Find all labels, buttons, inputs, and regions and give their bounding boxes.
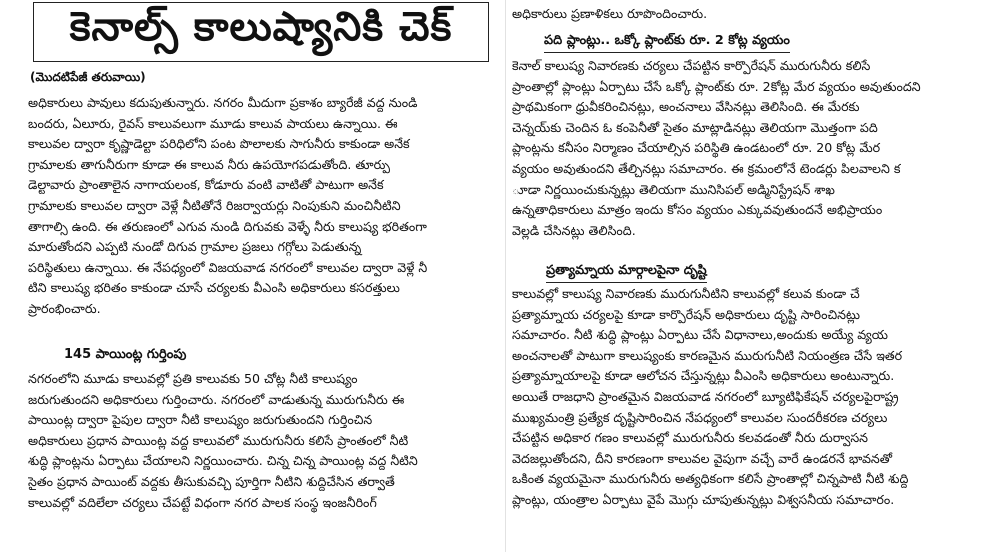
text-line: ప్రాంతాల్లో ప్లాంట్లు ఏర్పాటు చేసే ఒక్కో ప్లాంట్‌కు రూ. 2కోట్ల మేర వ్యయం అవుతుందని (512, 78, 921, 94)
text-line: బందరు, ఏలూరు, రైవస్ కాలువలుగా మూడు కాలువ పాయలు ఉన్నాయి. ఈ (28, 115, 398, 131)
text-line: మారుతోందని ఎప్పటి నుండో దిగువ గ్రామాల ప్రజలు గగ్గోలు పెడుతున్న (28, 239, 362, 255)
right-paragraph-2 (512, 284, 1002, 511)
text-line: ఉన్నతాధికారులు మాత్రం ఇందు కోసం వ్యయం ఎక్కువవుతుందనే అభిప్రాయం (512, 202, 883, 218)
text-line: ముఖ్యమంత్రి ప్రత్యేక దృష్టిసారించిన నేపధ్యంలో కాలువల సుందరీకరణ చర్యలు (512, 409, 888, 425)
headline: కెనాల్స్ కాలుష్యానికి చెక్ (33, 2, 489, 62)
text-line: వెల్లడి చేసినట్లు తెలిసింది. (512, 222, 636, 238)
continued-note: (మొదటిపేజీ తరువాయి) (30, 70, 146, 84)
text-line: సమాచారం. నీటి శుద్ధి ప్లాంట్లు ఏర్పాటు చేసే విధానాలు,అందుకు అయ్యే వ్యయ (512, 327, 888, 343)
text-line: వెదజల్లుతోందని, దీని కారణంగా కాలువల వైపుగా వచ్చే వారే ఉండరనే భావనతో (512, 450, 893, 466)
text-line: పాయింట్ల ద్వారా పైపుల ద్వారా నీటి కాలుష్యం జరుగుతుందని గుర్తించిన (28, 412, 373, 428)
text-line: జరుగుతుందని అధికారులు గుర్తించారు. నగరంలో వాడుతున్న మురుగునీరు ఈ (28, 391, 405, 407)
text-line: టిని కాలుష్య భరితం కాకుండా చూసే చర్యలకు వీఎంసి అధికారులు కసరత్తులు (28, 280, 400, 296)
text-line: కాలువల్లో వదిలేలా చర్యలు చేపట్టే విధంగా నగర పాలక సంస్థ ఇంజనీరింగ్ (28, 494, 377, 510)
text-line: కెనాల్ కాలుష్య నివారణకు చర్యలు చేపట్టిన కార్పొరేషన్ మురుగునీరు కలిసే (512, 58, 871, 73)
text-line: ప్రారంభించారు. (28, 300, 101, 316)
left-paragraph-2 (28, 369, 498, 513)
subheading-alternatives: ప్రత్యామ్నాయ మార్గాలపైనా దృష్టి (546, 263, 707, 283)
text-line: అధికారులు ప్రణాళికలు రూపొందించారు. (512, 6, 708, 21)
subheading-ten-plants: పది ప్లాంట్లు.. ఒక్కో ప్లాంట్‌కు రూ. 2 కోట్ల వ్యయం (544, 33, 790, 53)
text-line: గ్రామాలకు కాలువల ద్వారా వెళ్లే నీటితోనే రిజర్వాయర్లు నింపుకుని మంచినీటిని (28, 197, 401, 213)
text-line: డెల్టావారు ప్రాంతాలైన నాగాయలంక, కోడూరు వంటి వాటితో పాటుగా అనేక (28, 177, 384, 193)
text-line: శుద్ధి ప్లాంట్లను ఏర్పాటు చేయాలని నిర్ణయించారు. చిన్న చిన్న పాయింట్ల వద్ద నీటిని (28, 453, 418, 469)
text-line: అయితే రాజధాని ప్రాంతమైన విజయవాడ నగరంలో బ్యూటిఫికేషన్ చర్యలపైరాష్ట్ర (512, 388, 899, 404)
text-line: ూడా నిర్ణయించుకున్నట్లు తెలియగా మునిసిపల్ అడ్మినిస్ట్రేషన్ శాఖ (512, 181, 835, 197)
text-line: ప్లాంట్లు, యంత్రాల ఏర్పాటు వైపే మొగ్గు చూపుతున్నట్లు విశ్వసనీయ సమాచారం. (512, 491, 895, 507)
text-line: ప్రత్యామ్నాయాలపై కూడా ఆలోచన చేస్తున్నట్లు వీఎంసి అధికారులు అంటున్నారు. (512, 368, 895, 384)
text-line: సైతం ప్రధాన పాయింట్ వద్దకు తీసుకువచ్చి పూర్తిగా నీటిని శుద్దిచేసిన తర్వాతే (28, 473, 395, 489)
text-line: కాలువల్లో కాలుష్య నివారణకు మురుగునీటిని కాలువల్లో కలువ కుండా చే (512, 286, 860, 301)
subheading-145-points: 145 పాయింట్ల గుర్తింపు (64, 347, 187, 362)
text-line: పరిస్థితులు ఉన్నాయి. ఈ నేపధ్యంలో విజయవాడ నగరంలో కాలువల ద్వారా వెళ్లే నీ (28, 259, 428, 275)
text-line: ప్రత్యామ్నాయ చర్యలపై కూడా కార్పొరేషన్ అధికారులు దృష్టి సారించినట్లు (512, 306, 861, 322)
text-line: ప్రాథమికంగా ధ్రువీకరించినట్లు, అంచనాలు వేసినట్లు తెలిసింది. ఈ మేరకు (512, 99, 860, 115)
text-line: చెన్నయ్‌కు చెందిన ఓ కంపెనీతో సైతం మాట్లాడినట్లు తెలియగా మొత్తంగా పది (512, 119, 878, 135)
text-line: తాగాల్సి ఉంది. ఈ తరుణంలో ఎగువ నుండి దిగువకు వెళ్ళే నీరు కాలుష్య భరితంగా (28, 218, 427, 234)
text-line: అధికారులు పావులు కదుపుతున్నారు. నగరం మీదుగా ప్రకాశం బ్యారేజీ వద్ద నుండి (28, 95, 418, 110)
text-line: కాలువల ద్వారా కృష్ణాడెల్టా పరిధిలోని పంట పొలాలకు సాగునీరు కాకుండా అనేక (28, 136, 410, 152)
text-line: నగరంలోని మూడు కాలువల్లో ప్రతి కాలువకు 50 చోట్ల నీటి కాలుష్యం (28, 371, 358, 386)
text-line: అధికారులు ప్రధాన పాయింట్ల వద్ద కాలువలో మురుగునీరు కలిసే ప్రాంతంలో నీటి (28, 432, 409, 448)
text-line: అంచనాలతో పాటుగా కాలుష్యంకు కారణమైన మురుగునీటి నియంత్రణ చేసే ఇతర (512, 347, 903, 363)
text-line: వ్యయం అవుతుందని తేల్చినట్లు సమాచారం. ఈ క్రమంలోనే టెండర్లు పిలవాలని క (512, 160, 901, 176)
text-line: ఒకింత వ్యయమైనా మురుగునీరు అత్యధికంగా కలిసే ప్రాంతాల్లో చిన్నపాటి నీటి శుద్ది (512, 471, 909, 487)
left-paragraph-1 (28, 93, 498, 320)
text-line: గ్రామాలకు తాగునీరుగా కూడా ఈ కాలువ నీరు ఉపయోగపడుతోంది. తూర్పు (28, 156, 390, 172)
right-paragraph-0 (512, 4, 1002, 25)
right-paragraph-1 (512, 56, 1002, 241)
text-line: ప్లాంట్లను కనీసం నిర్మాణం చేయాల్సిన పరిస్థితి ఉండటంలో రూ. 20 కోట్ల మేర (512, 140, 881, 156)
column-divider (505, 0, 506, 552)
text-line: చేపట్టిన అధికార గణం కాలువల్లో మురుగునీరు కలవడంతో నీరు దుర్వాసన (512, 430, 869, 446)
